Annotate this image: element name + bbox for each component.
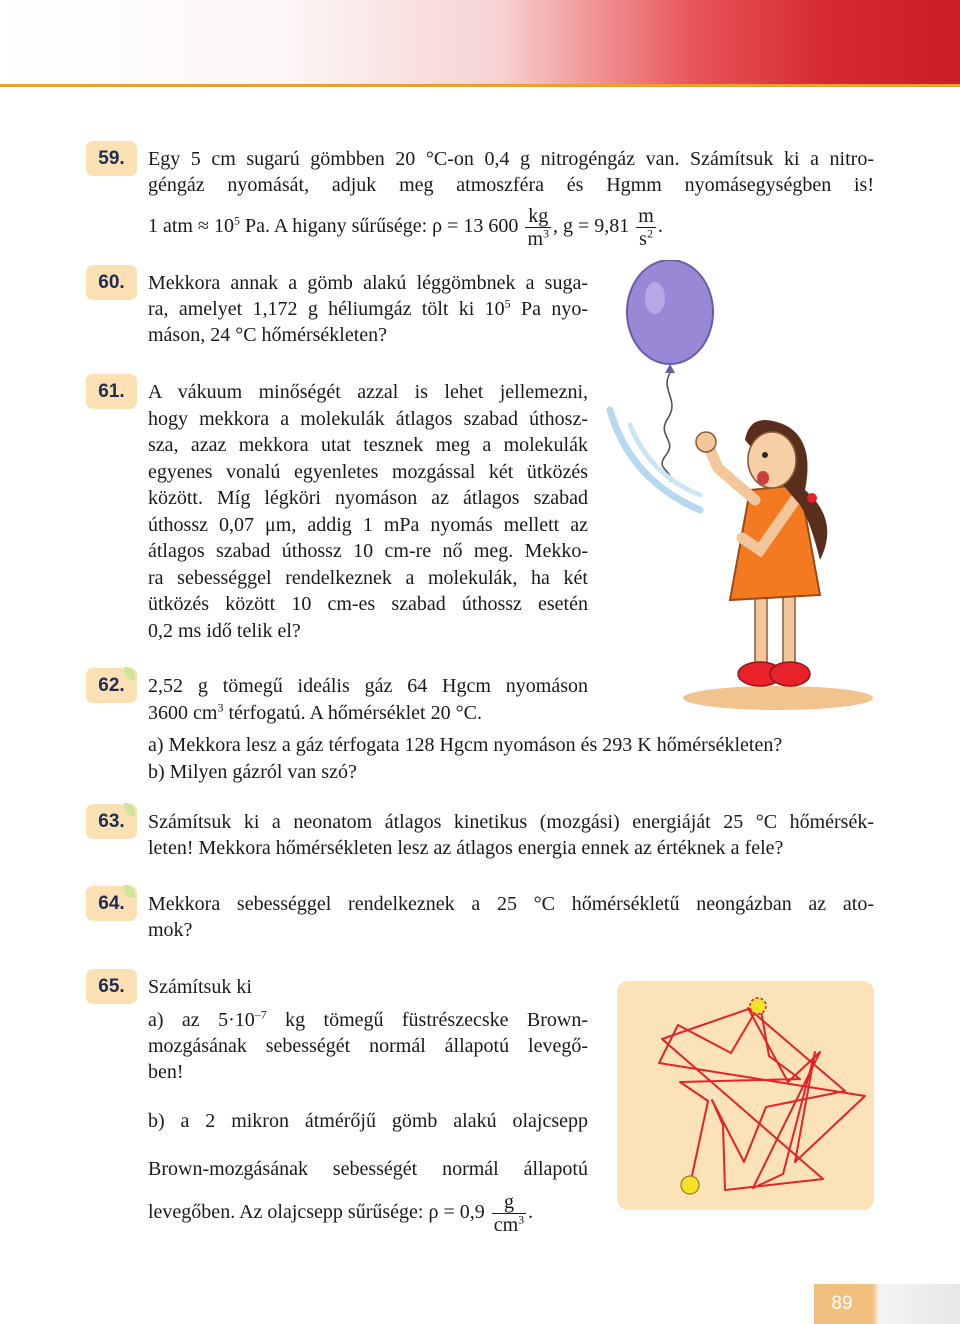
balloon xyxy=(627,260,713,364)
density-fraction: $\frac{kg}{m^3}$ xyxy=(527,204,549,250)
p65-intro: Számítsuk ki xyxy=(148,976,252,998)
oil-density-fraction: $\frac{g}{cm^3}$ xyxy=(493,1190,525,1236)
balloon-knot xyxy=(665,364,675,373)
motion-line xyxy=(610,410,700,510)
p61-line: átlagos szabad úthossz 10 cm-re nő meg. Mekko- xyxy=(148,540,588,562)
p65-a-line3: ben! xyxy=(148,1061,184,1083)
header-divider xyxy=(0,84,960,87)
ground-shadow xyxy=(683,686,873,710)
p61-line: egyenes vonalú egyenletes mozgással két ütközés xyxy=(148,460,588,483)
particle-start-marker xyxy=(681,1176,699,1194)
p65-a-line1: a) az $5\cdot 10^{-7}$ kg tömegű füstrészecske Brown- xyxy=(148,1007,588,1031)
motion-line xyxy=(630,425,700,495)
problem-number-64: 64. xyxy=(86,886,137,921)
p61-line: hogy mekkora a molekulák átlagos szabad úthosz- xyxy=(148,407,588,430)
p59-line1: Egy 5 cm sugarú gömbben 20 °C-on 0,4 g nitrogéngáz van. Számítsuk ki a nitro- xyxy=(148,148,874,170)
leaf-icon xyxy=(124,667,135,680)
balloon-string xyxy=(662,373,672,482)
p65-b-line1: b) a 2 mikron átmérőjű gömb alakú olajcsepp xyxy=(148,1110,588,1132)
girl-with-balloon-illustration xyxy=(600,260,880,720)
p61-line: sza, azaz mekkora utat tesznek meg a molekulák xyxy=(148,434,588,456)
p61-line: úthossz 0,07 μm, addig 1 mPa nyomás mellett az xyxy=(148,513,588,536)
p62-line1: 2,52 g tömegű ideális gáz 64 Hgcm nyomáson xyxy=(148,675,588,697)
leaf-icon xyxy=(124,885,135,898)
leg xyxy=(783,590,795,670)
balloon-highlight xyxy=(645,282,665,314)
p60-line3: máson, 24 °C hőmérsékleten? xyxy=(148,324,388,346)
p65-a-line2: mozgásának sebességét normál állapotú levegő- xyxy=(148,1035,588,1057)
problem-number-65: 65. xyxy=(86,969,137,1004)
p61-line: ra sebességgel rendelkeznek a molekulák, ha két xyxy=(148,566,588,589)
p62-line4: b) Milyen gázról van szó? xyxy=(148,761,357,783)
p59-line2: géngáz nyomását, adjuk meg atmoszféra és Hgmm nyomásegységben is! xyxy=(148,174,874,196)
p61-line: A vákuum minőségét azzal is lehet jellemezni, xyxy=(148,381,588,403)
gravity-fraction: $\frac{m}{s^2}$ xyxy=(638,204,654,250)
eye xyxy=(762,452,768,458)
hair-tie xyxy=(807,493,817,503)
mouth xyxy=(757,471,769,485)
problem-number-61: 61. xyxy=(86,374,137,409)
p62-line2: 3600 $cm^3$ térfogatú. A hőmérséklet 20 °C. xyxy=(148,700,482,724)
hand xyxy=(696,432,716,452)
p61-line: között. Míg légköri nyomáson az átlagos szabad xyxy=(148,487,588,509)
problem-number-60: 60. xyxy=(86,265,137,300)
shoe xyxy=(770,662,810,686)
p62-line3: a) Mekkora lesz a gáz térfogata 128 Hgcm nyomáson és 293 K hőmérsékleten? xyxy=(148,734,783,756)
p65-b-line2: Brown-mozgásának sebességét normál állapotú xyxy=(148,1158,588,1180)
problem-number-63: 63. xyxy=(86,804,137,839)
p63-line1: Számítsuk ki a neonatom átlagos kinetikus (mozgási) energiáját 25 °C hőmérsék- xyxy=(148,811,874,833)
p61-line: 0,2 ms idő telik el? xyxy=(148,619,301,642)
header-banner xyxy=(0,0,960,84)
p65-b-line3: levegőben. Az olajcsepp sűrűsége: ρ = 0,9 $\frac{g}{cm^3}$ . xyxy=(148,1190,534,1236)
particle-end-marker xyxy=(750,998,766,1014)
p60-line1: Mekkora annak a gömb alakú léggömbnek a suga- xyxy=(148,272,588,294)
p63-line2: leten! Mekkora hőmérsékleten lesz az átlagos energia ennek az értéknek a fele? xyxy=(148,837,784,859)
leaf-icon xyxy=(124,803,135,816)
p60-line2: ra, amelyet 1,172 g héliumgáz tölt ki $10^5$ Pa nyo- xyxy=(148,296,588,320)
random-walk-path xyxy=(659,1005,865,1190)
head xyxy=(748,432,796,488)
p64-line2: mok? xyxy=(148,919,193,941)
page-number: 89 xyxy=(814,1284,870,1324)
p61-line: ütközés között 10 cm-es szabad úthossz esetén xyxy=(148,593,588,615)
leg xyxy=(755,590,767,670)
p64-line1: Mekkora sebességgel rendelkeznek a 25 °C hőmérsékletű neongázban az ato- xyxy=(148,893,874,915)
p59-line3: 1 atm ≈ $10^5$ Pa. A higany sűrűsége: ρ = 13 600 $\frac{kg}{m^3}$ , g = 9,81 $\frac{m}{s^2}$ . xyxy=(148,204,663,250)
problem-number-59: 59. xyxy=(86,141,137,176)
brownian-motion-path xyxy=(617,981,874,1210)
problem-number-62: 62. xyxy=(86,668,137,703)
